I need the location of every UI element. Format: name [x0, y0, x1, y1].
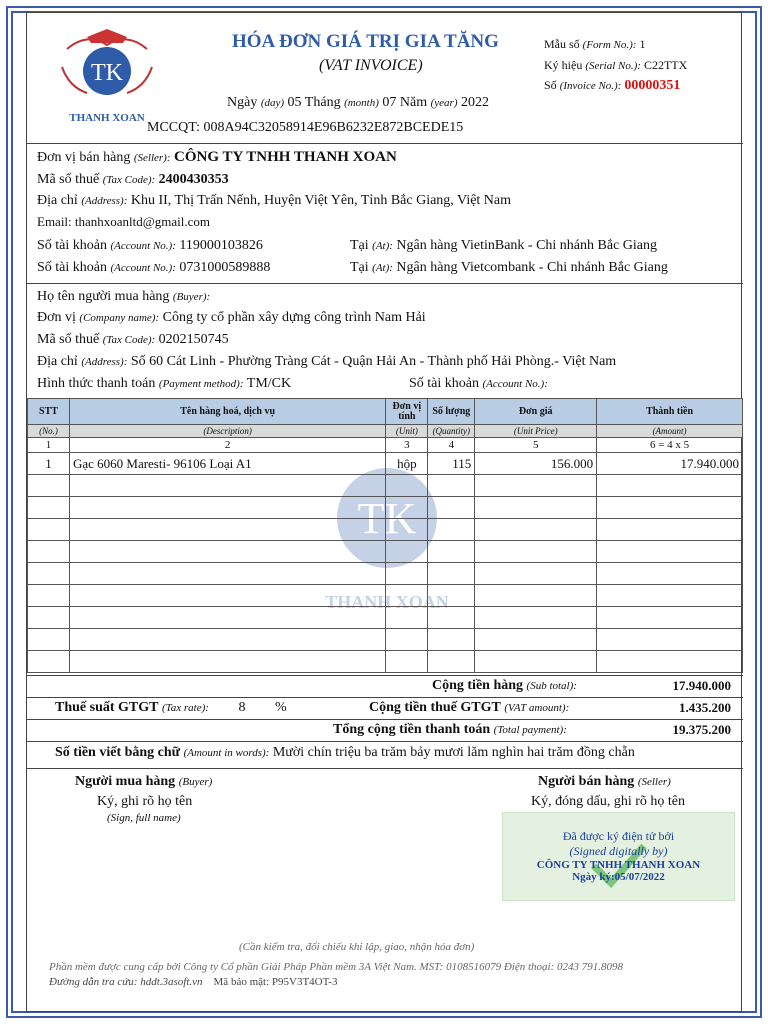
tax-rate: Thuế suất GTGT (Tax rate): 8 % [55, 700, 287, 715]
svg-text:THANH XOAN: THANH XOAN [325, 592, 449, 612]
buyer-account-line: Số tài khoản (Account No.): [409, 376, 548, 391]
mccqt-code: MCCQT: 008A94C32058914E96B6232E872BCEDE15 [147, 120, 464, 135]
cell-unit: hộp [386, 453, 428, 475]
total-label: Tổng cộng tiền thanh toán (Total payment): [333, 722, 567, 737]
items-table [27, 398, 743, 673]
col-header-stt: STT [28, 399, 70, 425]
seller-address-line: Địa chỉ (Address): Khu II, Thị Trấn Nếnh, Huyện Việt Yên, Tỉnh Bắc Giang, Việt Nam [37, 193, 512, 208]
footer-lookup: Đường dẫn tra cứu: hddt.3asoft.vn Mã bảo mật: P95V3T4OT-3 [49, 976, 338, 988]
invoice-subtitle: (VAT INVOICE) [319, 57, 423, 74]
subtotal-label: Cộng tiền hàng (Sub total): [432, 678, 577, 693]
digital-signer: CÔNG TY TNHH THANH XOAN [536, 859, 701, 871]
buyer-signature-title: Người mua hàng (Buyer) [75, 774, 213, 789]
cell-amount: 17.940.000 [597, 453, 743, 475]
company-logo [47, 27, 167, 124]
invoice-date: Ngày (day) 05 Tháng (month) 07 Năm (year) 2022 [227, 95, 489, 110]
table-row-empty [28, 519, 743, 541]
col-sub-description: (Description) [69, 425, 385, 438]
table-row-empty [28, 607, 743, 629]
col-sub-stt: (No.) [28, 425, 70, 438]
table-row-empty [28, 475, 743, 497]
col-header-amount: Thành tiền [597, 399, 743, 425]
cell-description: Gạc 6060 Maresti- 96106 Loại A1 [69, 453, 385, 475]
buyer-signature-note-en: (Sign, full name) [107, 812, 181, 824]
buyer-payment-line: Hình thức thanh toán (Payment method): TM/CK [37, 376, 292, 391]
table-row-empty [28, 629, 743, 651]
digital-signed-by-en: (Signed digitally by) [569, 844, 668, 858]
seller-signature-title: Người bán hàng (Seller) [538, 774, 671, 789]
invoice-number: Số (Invoice No.): 00000351 [544, 78, 681, 93]
buyer-tax-line: Mã số thuế (Tax Code): 0202150745 [37, 332, 229, 347]
digital-signature-box [502, 812, 735, 901]
col-sub-price: (Unit Price) [475, 425, 597, 438]
software-provider: Phần mềm được cung cấp bởi Công ty Cổ phần Giải Pháp Phần mềm 3A Việt Nam. MST: 0108516079 Điện thoại: 0243 791.8098 [49, 961, 624, 973]
seller-name-line: Đơn vị bán hàng (Seller): CÔNG TY TNHH THANH XOAN [37, 149, 397, 165]
buyer-signature-note: Ký, ghi rõ họ tên [97, 794, 193, 809]
col-header-price: Đơn giá [475, 399, 597, 425]
svg-text:TK: TK [91, 60, 123, 86]
table-row-empty [28, 651, 743, 673]
vat-label: Cộng tiền thuế GTGT (VAT amount): [369, 700, 570, 715]
divider [27, 741, 743, 742]
vat-value: 1.435.200 [679, 700, 731, 715]
total-value: 19.375.200 [672, 722, 731, 737]
table-row-empty [28, 585, 743, 607]
invoice-body [26, 12, 742, 1012]
subtotal-value: 17.940.000 [672, 678, 731, 693]
col-num: 1 [28, 438, 70, 453]
seller-bank-1: Tại (At): Ngân hàng VietinBank - Chi nhánh Bắc Giang [350, 238, 657, 253]
seller-bank-2: Tại (At): Ngân hàng Vietcombank - Chi nhánh Bắc Giang [350, 260, 668, 275]
serial-number: Ký hiệu (Serial No.): C22TTX [544, 58, 688, 72]
logo-text: THANH XOAN [69, 112, 145, 124]
col-num: 5 [475, 438, 597, 453]
table-row-empty [28, 563, 743, 585]
table-row-empty [28, 497, 743, 519]
seller-tax-line: Mã số thuế (Tax Code): 2400430353 [37, 172, 229, 187]
buyer-name-line: Họ tên người mua hàng (Buyer): [37, 289, 211, 304]
divider [27, 768, 743, 769]
seller-email: Email: thanhxoanltd@gmail.com [37, 214, 210, 229]
col-header-quantity: Số lượng [428, 399, 475, 425]
table-row [28, 453, 743, 475]
table-header-row [28, 399, 743, 425]
seller-signature-note: Ký, đóng dấu, ghi rõ họ tên [531, 794, 685, 809]
col-sub-quantity: (Quantity) [428, 425, 475, 438]
digital-sign-date: Ngày ký:05/07/2022 [572, 871, 665, 883]
divider [27, 697, 743, 698]
col-num: 4 [428, 438, 475, 453]
digital-signed-by: Đã được ký điện tử bởi [562, 829, 675, 843]
table-row-empty [28, 541, 743, 563]
cell-quantity: 115 [428, 453, 475, 475]
col-sub-amount: (Amount) [597, 425, 743, 438]
amount-in-words: Số tiền viết bằng chữ (Amount in words): Mười chín triệu ba trăm bảy mươi lăm nghìn hai trăm đồng chẵn [55, 745, 635, 760]
invoice-title: HÓA ĐƠN GIÁ TRỊ GIA TĂNG [232, 31, 499, 52]
divider [27, 283, 743, 284]
svg-text:TK: TK [357, 494, 417, 543]
divider [27, 719, 743, 720]
col-num: 6 = 4 x 5 [597, 438, 743, 453]
col-sub-unit: (Unit) [386, 425, 428, 438]
seller-account-2: Số tài khoản (Account No.): 0731000589888 [37, 260, 271, 275]
buyer-company-line: Đơn vị (Company name): Công ty cổ phần xây dựng công trình Nam Hải [37, 310, 426, 325]
divider [27, 675, 743, 676]
col-num: 3 [386, 438, 428, 453]
check-note: (Cần kiểm tra, đối chiếu khi lập, giao, nhận hóa đơn) [239, 941, 475, 953]
divider [27, 143, 743, 144]
col-header-description: Tên hàng hoá, dịch vụ [69, 399, 385, 425]
col-num: 2 [69, 438, 385, 453]
form-number: Mẫu số (Form No.): 1 [544, 37, 646, 51]
table-subheader-row [28, 425, 743, 438]
table-colnum-row [28, 438, 743, 453]
cell-stt: 1 [28, 453, 70, 475]
logo-crest-icon [47, 27, 167, 107]
buyer-address-line: Địa chỉ (Address): Số 60 Cát Linh - Phường Tràng Cát - Quận Hải An - Thành phố Hải Phòng.- Việt Nam [37, 354, 617, 369]
cell-price: 156.000 [475, 453, 597, 475]
seller-account-1: Số tài khoản (Account No.): 119000103826 [37, 238, 263, 253]
col-header-unit: Đơn vị tính [386, 399, 428, 425]
